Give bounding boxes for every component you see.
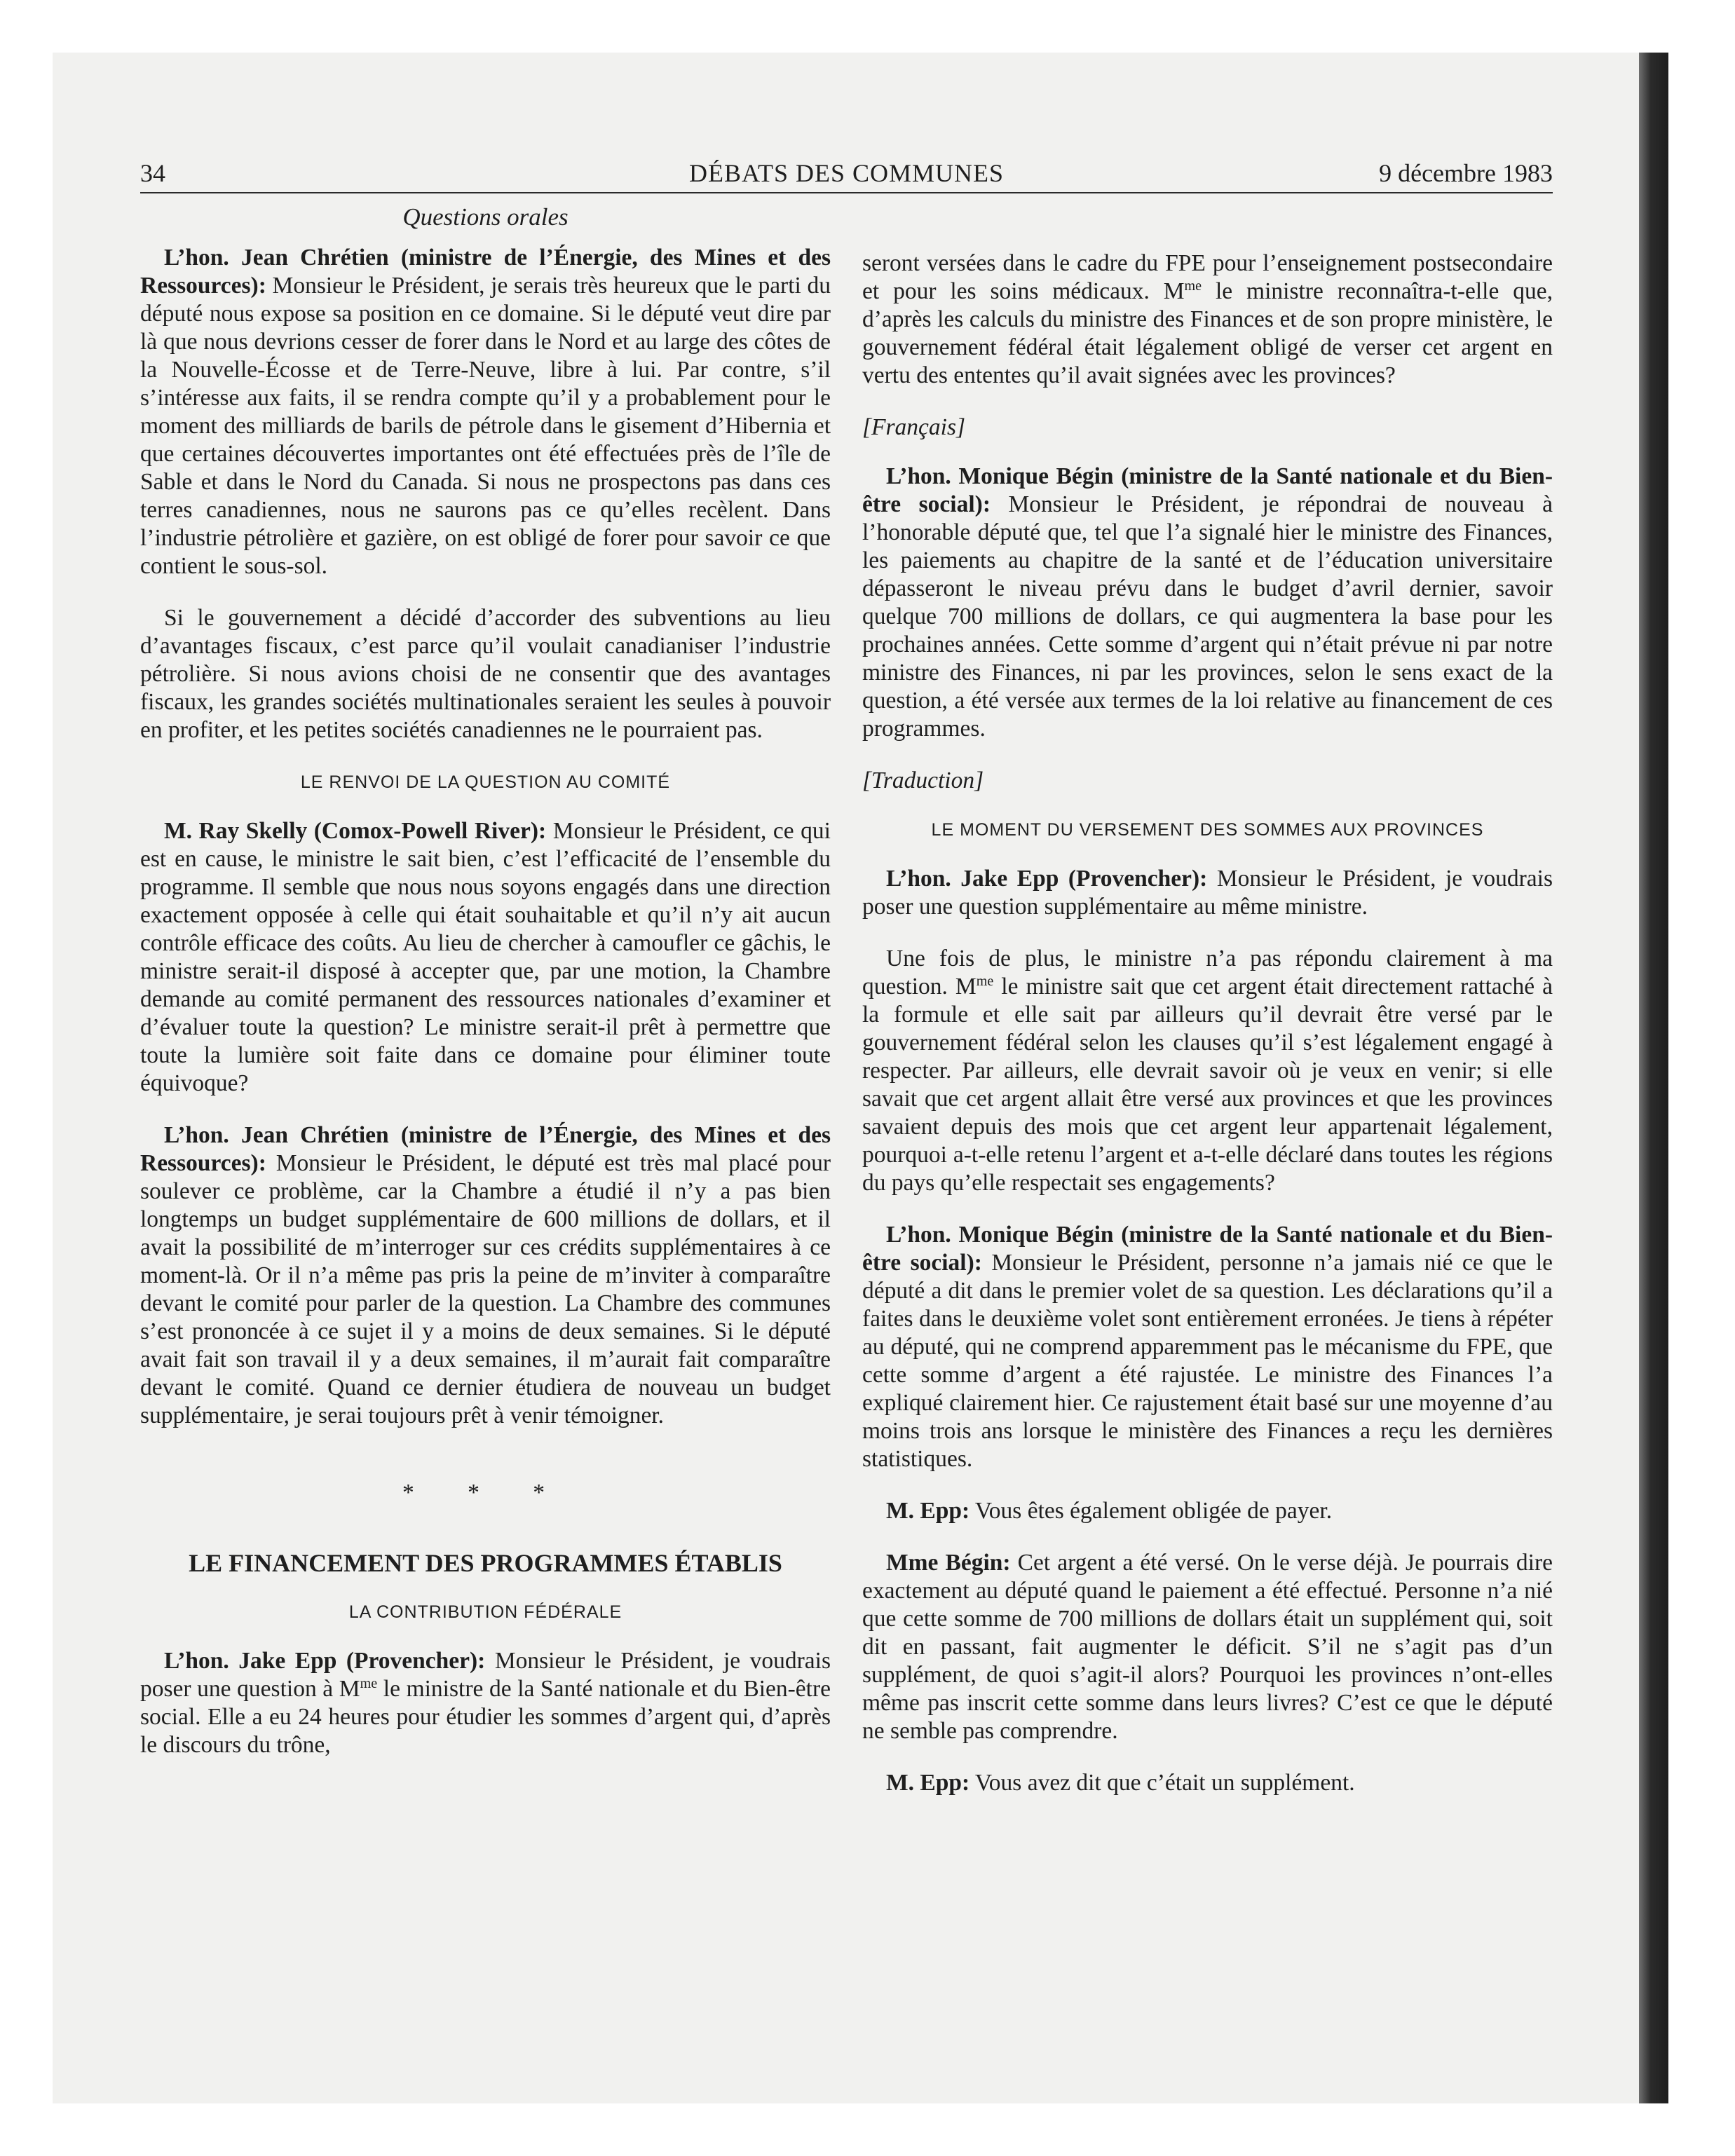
speech-text: Vous êtes également obligée de payer.	[969, 1498, 1333, 1524]
speech-paragraph	[862, 463, 1553, 743]
speech-text: Monsieur le Président, je serais très heureux que le parti du député nous expose sa position en ce domaine. Si le député veut dire par là que nous devrions cesser de forer dans le Nord et au large des côtes de la Nouvelle-Écosse et de Terre-Neuve, libre à lui. Par contre, s’il s’intéresse aux faits, il se rendra compte qu’il y a probablement pour le moment des milliards de barils de pétrole dans le gisement d’Hibernia et que certaines découvertes importantes ont été effectuées près de l’île de Sable et dans le Nord du Canada. Si nous ne prospectons pas dans ces terres canadiennes, nous ne saurons pas ce qu’elles recèlent. Dans l’industrie pétrolière et gazière, on est obligé de forer pour savoir ce que contient le sous-sol.	[140, 273, 831, 579]
page-header	[140, 156, 1553, 193]
speech-text: le ministre sait que cet argent était directement rattaché à la formule et elle sait par ailleurs qu’il devrait être versé par le gouvernement fédéral selon les clauses qu’il s’est légalement engagé à respecter. Par ailleurs, elle devrait savoir où je veux en venir; si elle savait que cet argent allait être versé aux provinces et que les provinces savaient depuis des mois que cet argent leur appartenait légalement, pourquoi a-t-elle retenu l’argent et a-t-elle déclaré dans toutes les régions du pays qu’elle respectait ses engagements?	[862, 974, 1553, 1196]
speaker-name: M. Ray Skelly (Comox-Powell River):	[164, 818, 547, 844]
speaker-name: M. Epp:	[886, 1498, 970, 1524]
speaker-name: M. Epp:	[886, 1770, 970, 1796]
speaker-name: L’hon. Jean Chrétien (ministre de l’Énergie, des Mines et des Ressources):	[140, 245, 831, 299]
language-note: [Traduction]	[862, 767, 984, 793]
speaker-name: L’hon. Monique Bégin (ministre de la Santé nationale et du Bien-être social):	[862, 1222, 1553, 1276]
speech-paragraph	[862, 1497, 1553, 1525]
speaker-name: L’hon. Jean Chrétien (ministre de l’Énergie, des Mines et des Ressources):	[140, 1122, 831, 1176]
publication-date: 9 décembre 1983	[1379, 159, 1553, 187]
speech-paragraph	[862, 250, 1553, 390]
publication-title: DÉBATS DES COMMUNES	[688, 159, 1005, 187]
subsection-heading: LA CONTRIBUTION FÉDÉRALE	[348, 1602, 622, 1622]
speech-paragraph	[862, 945, 1553, 1197]
speech-paragraph	[862, 865, 1553, 921]
left-column	[140, 203, 831, 1783]
superscript: me	[1184, 278, 1202, 294]
speech-text: Monsieur le Président, je voudrais poser une question supplémentaire au même ministre.	[862, 866, 1553, 920]
speech-text: seront versées dans le cadre du FPE pour l’enseignement postsecondaire et pour les soins médicaux. M	[862, 250, 1553, 304]
speech-text: Monsieur le Président, je voudrais poser une question à M	[140, 1648, 831, 1702]
speech-paragraph	[140, 1121, 831, 1430]
subsection-heading: LE RENVOI DE LA QUESTION AU COMITÉ	[300, 772, 671, 792]
speaker-name: L’hon. Jake Epp (Provencher):	[886, 866, 1208, 892]
speech-paragraph	[140, 1647, 831, 1759]
speaker-name: L’hon. Monique Bégin (ministre de la Santé nationale et du Bien-être social):	[862, 463, 1553, 517]
right-column	[862, 250, 1553, 1821]
speech-text: Monsieur le Président, je répondrai de nouveau à l’honorable député que, tel que l’a signalé hier le ministre des Finances, les paiements au chapitre de la santé et de l’éducation universitaire dépasseront le niveau prévu dans le budget d’avril dernier, savoir quelque 700 millions de dollars, ce qui augmentera la base pour les prochaines années. Cette somme d’argent qui n’était prévue ni par notre ministre des Finances, ni par les provinces, selon le sens exact de la question, a été versée aux termes de la loi relative au financement de ces programmes.	[862, 491, 1553, 742]
section-label: Questions orales	[402, 203, 569, 231]
speech-paragraph: Si le gouvernement a décidé d’accorder des subventions au lieu d’avantages fiscaux, c’est parce qu’il voulait canadianiser l’industrie pétrolière. Si nous avions choisi de ne consentir que des avantages fiscaux, les grandes sociétés multinationales seraient les seules à pouvoir en profiter, et les petites sociétés canadiennes ne le pourraient pas.	[140, 605, 831, 743]
speech-text: le ministre reconnaîtra-t-elle que, d’après les calculs du ministre des Finances et de son propre ministère, le gouvernement fédéral était légalement obligé de verser cet argent en vertu des ententes qu’il avait signées avec les provinces?	[862, 278, 1553, 388]
page-number: 34	[140, 159, 165, 187]
superscript: me	[360, 1675, 378, 1691]
speaker-name: L’hon. Jake Epp (Provencher):	[164, 1648, 486, 1674]
speech-text: Une fois de plus, le ministre n’a pas répondu clairement à ma question. M	[862, 946, 1553, 999]
speech-text: Cet argent a été versé. On le verse déjà. Je pourrais dire exactement au député quand le paiement a été effectué. Personne n’a nié que cette somme de 700 millions de dollars était un supplément qui, soit dit en passant, fait augmenter le déficit. S’il ne s’agit pas d’un supplément, de quoi s’agit-il alors? Pourquoi les provinces n’ont-elles même pas inscrit cette somme dans leurs livres? C’est ce que le député ne semble pas comprendre.	[862, 1550, 1553, 1744]
speech-paragraph	[862, 1769, 1553, 1797]
speech-text: le ministre de la Santé nationale et du Bien-être social. Elle a eu 24 heures pour étudier les sommes d’argent qui, d’après le discours du trône,	[140, 1676, 831, 1758]
speech-paragraph	[862, 1221, 1553, 1473]
speaker-name: Mme Bégin:	[886, 1550, 1011, 1576]
speech-text: Monsieur le Président, le député est très mal placé pour soulever ce problème, car la Chambre a étudié il n’y a pas bien longtemps un budget supplémentaire de 600 millions de dollars, et il avait la possibilité de m’interroger sur ces crédits supplémentaires à ce moment-là. Or il n’a même pas pris la peine de m’inviter à comparaître devant le comité pour parler de la question. La Chambre des communes s’est prononcée à ce sujet il y a moins de deux semaines. Si le député avait fait son travail il y a deux semaines, il m’aurait fait comparaître devant le comité. Quand ce dernier étudiera de nouveau un budget supplémentaire, je serai toujours prêt à venir témoigner.	[140, 1150, 831, 1428]
speech-paragraph	[140, 817, 831, 1098]
subsection-heading: LE MOMENT DU VERSEMENT DES SOMMES AUX PROVINCES	[931, 820, 1484, 840]
binding-edge	[1639, 53, 1668, 2103]
section-separator: * * *	[402, 1480, 569, 1506]
language-note: [Français]	[862, 414, 966, 440]
superscript: me	[976, 973, 994, 989]
speech-paragraph	[862, 1549, 1553, 1745]
speech-paragraph	[140, 244, 831, 580]
speech-text: Monsieur le Président, personne n’a jamais nié ce que le député a dit dans le premier volet de sa question. Les déclarations qu’il a faites dans le deuxième volet sont entièrement erronées. Je tiens à répéter au député, qui ne comprend apparemment pas le mécanisme du FPE, que cette somme d’argent a été rajustée. Le ministre des Finances l’a expliqué clairement hier. Ce rajustement était basé sur une moyenne d’au moins trois ans lorsque le ministère des Finances a reçu les dernières statistiques.	[862, 1250, 1553, 1472]
speech-text: Vous avez dit que c’était un supplément.	[969, 1770, 1355, 1796]
section-heading: LE FINANCEMENT DES PROGRAMMES ÉTABLIS	[189, 1549, 782, 1577]
speech-text: Monsieur le Président, ce qui est en cause, le ministre le sait bien, c’est l’efficacité de l’ensemble du programme. Il semble que nous nous soyons engagés dans une direction exactement opposée à celle qui était souhaitable et qu’il n’y ait aucun contrôle efficace des coûts. Au lieu de chercher à camoufler ce gâchis, le ministre serait-il disposé à accepter que, par une motion, la Chambre demande au comité permanent des ressources nationales d’examiner et d’évaluer toute la question? Le ministre serait-il prêt à permettre que toute la lumière soit faite dans ce domaine pour éliminer toute équivoque?	[140, 818, 831, 1096]
